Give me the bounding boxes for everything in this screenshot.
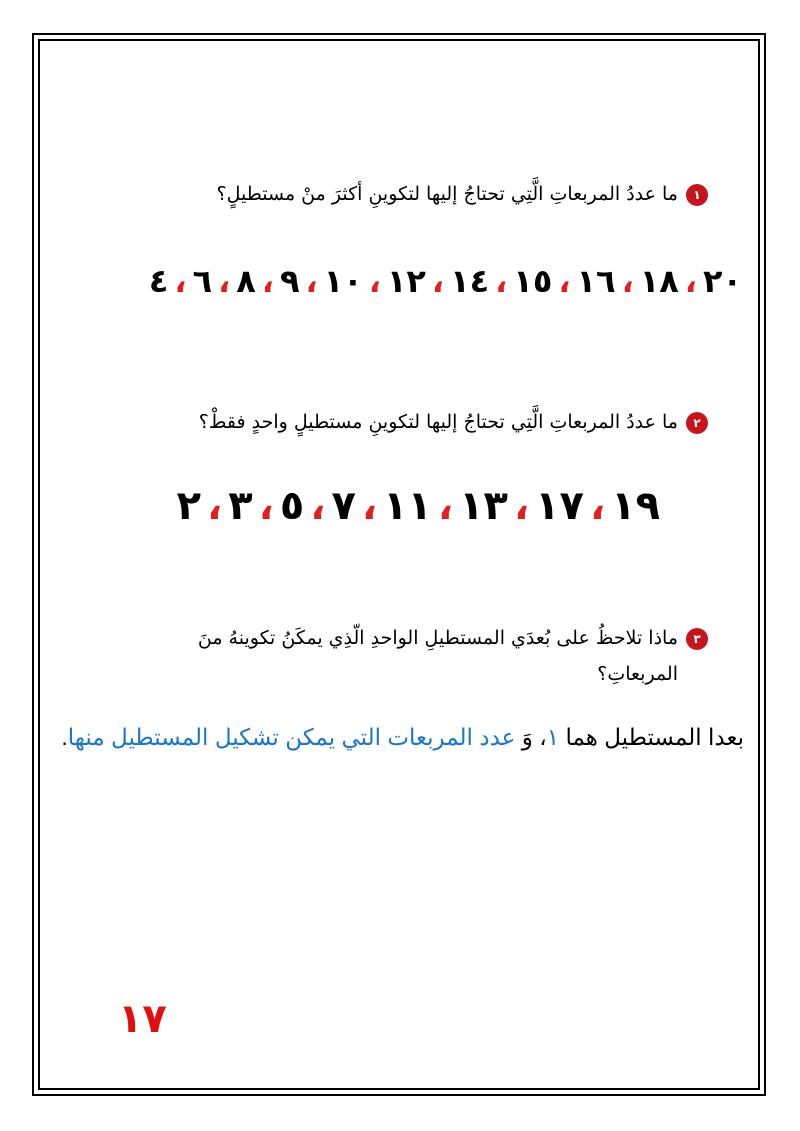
answer-1-number: ١٦ <box>576 262 616 300</box>
answer-2-separator: ، <box>310 483 326 529</box>
answer-2-separator: ، <box>361 483 378 529</box>
question-1 <box>216 176 708 212</box>
answer-2-number: ١٧ <box>535 483 584 529</box>
answer-1-number: ١٥ <box>513 262 553 300</box>
answer-2-number: ١٣ <box>459 483 508 529</box>
question-3-number-icon: ٣ <box>686 628 708 650</box>
answer-2-number: ٣ <box>228 483 253 529</box>
answer-2-separator: ، <box>437 483 454 529</box>
question-2-text: ما عددُ المربعاتِ الَّتِي تحتاجُ إليها لتكوينِ مستطيلٍ واحدٍ فقطْ؟ <box>198 411 678 433</box>
question-1-number-icon: ١ <box>686 184 708 206</box>
answer-3-part-3: ، وَ <box>521 724 547 750</box>
answer-1-number: ١٠ <box>323 262 363 300</box>
answer-1-separator: ، <box>621 262 634 300</box>
answer-2-numbers <box>177 483 660 529</box>
answer-1-number: ٦ <box>192 262 213 300</box>
answer-1-separator: ، <box>218 262 231 300</box>
answer-1-separator: ، <box>368 262 381 300</box>
answer-2-separator: ، <box>589 483 606 529</box>
answer-3-part-5: . <box>61 724 68 750</box>
answer-1-separator: ، <box>305 262 318 300</box>
answer-1-separator: ، <box>174 262 187 300</box>
answer-1-number: ١٢ <box>386 262 426 300</box>
question-3-line-1 <box>198 620 708 656</box>
answer-1-separator: ، <box>431 262 445 300</box>
page-number: ١٧ <box>118 996 167 1042</box>
answer-1-number: ٤ <box>148 262 169 300</box>
answer-2-number: ١١ <box>383 483 432 529</box>
answer-3-part-4: عدد المربعات التي يمكن تشكيل المستطيل منها <box>67 724 516 750</box>
question-1-text: ما عددُ المربعاتِ الَّتِي تحتاجُ إليها لتكوينِ أكثرَ منْ مستطيلٍ؟ <box>216 183 678 205</box>
answer-1-number: ١٤ <box>450 262 490 300</box>
question-3-line-2: المربعاتِ؟ <box>597 663 678 685</box>
answer-2-number: ٥ <box>279 483 305 529</box>
answer-3-part-2: ١ <box>546 724 560 750</box>
answer-3 <box>61 724 744 751</box>
answer-1-number: ٢٠ <box>702 262 742 300</box>
answer-3-part-1: بعدا المستطيل هما <box>565 724 744 750</box>
answer-1-separator: ، <box>558 262 571 300</box>
answer-2-separator: ، <box>513 483 530 529</box>
answer-1-separator: ، <box>261 262 274 300</box>
question-3-text-line-1: ماذا تلاحظُ على بُعدَي المستطيلِ الواحدِ الّذِي يمكَنُ تكوينهُ منَ <box>197 627 678 649</box>
answer-1-number: ٨ <box>236 262 256 300</box>
answer-1-separator: ، <box>495 262 508 300</box>
answer-1-number: ١٨ <box>639 262 679 300</box>
answer-1-numbers <box>149 262 742 300</box>
answer-2-number: ٢ <box>176 483 201 529</box>
answer-2-separator: ، <box>207 483 223 529</box>
answer-2-separator: ، <box>258 483 274 529</box>
answer-2-number: ١٩ <box>611 483 660 529</box>
answer-1-separator: ، <box>684 262 697 300</box>
answer-2-number: ٧ <box>331 483 356 529</box>
question-2 <box>199 404 708 440</box>
answer-1-number: ٩ <box>279 262 300 300</box>
question-3 <box>198 620 708 692</box>
question-2-number-icon: ٢ <box>686 412 708 434</box>
